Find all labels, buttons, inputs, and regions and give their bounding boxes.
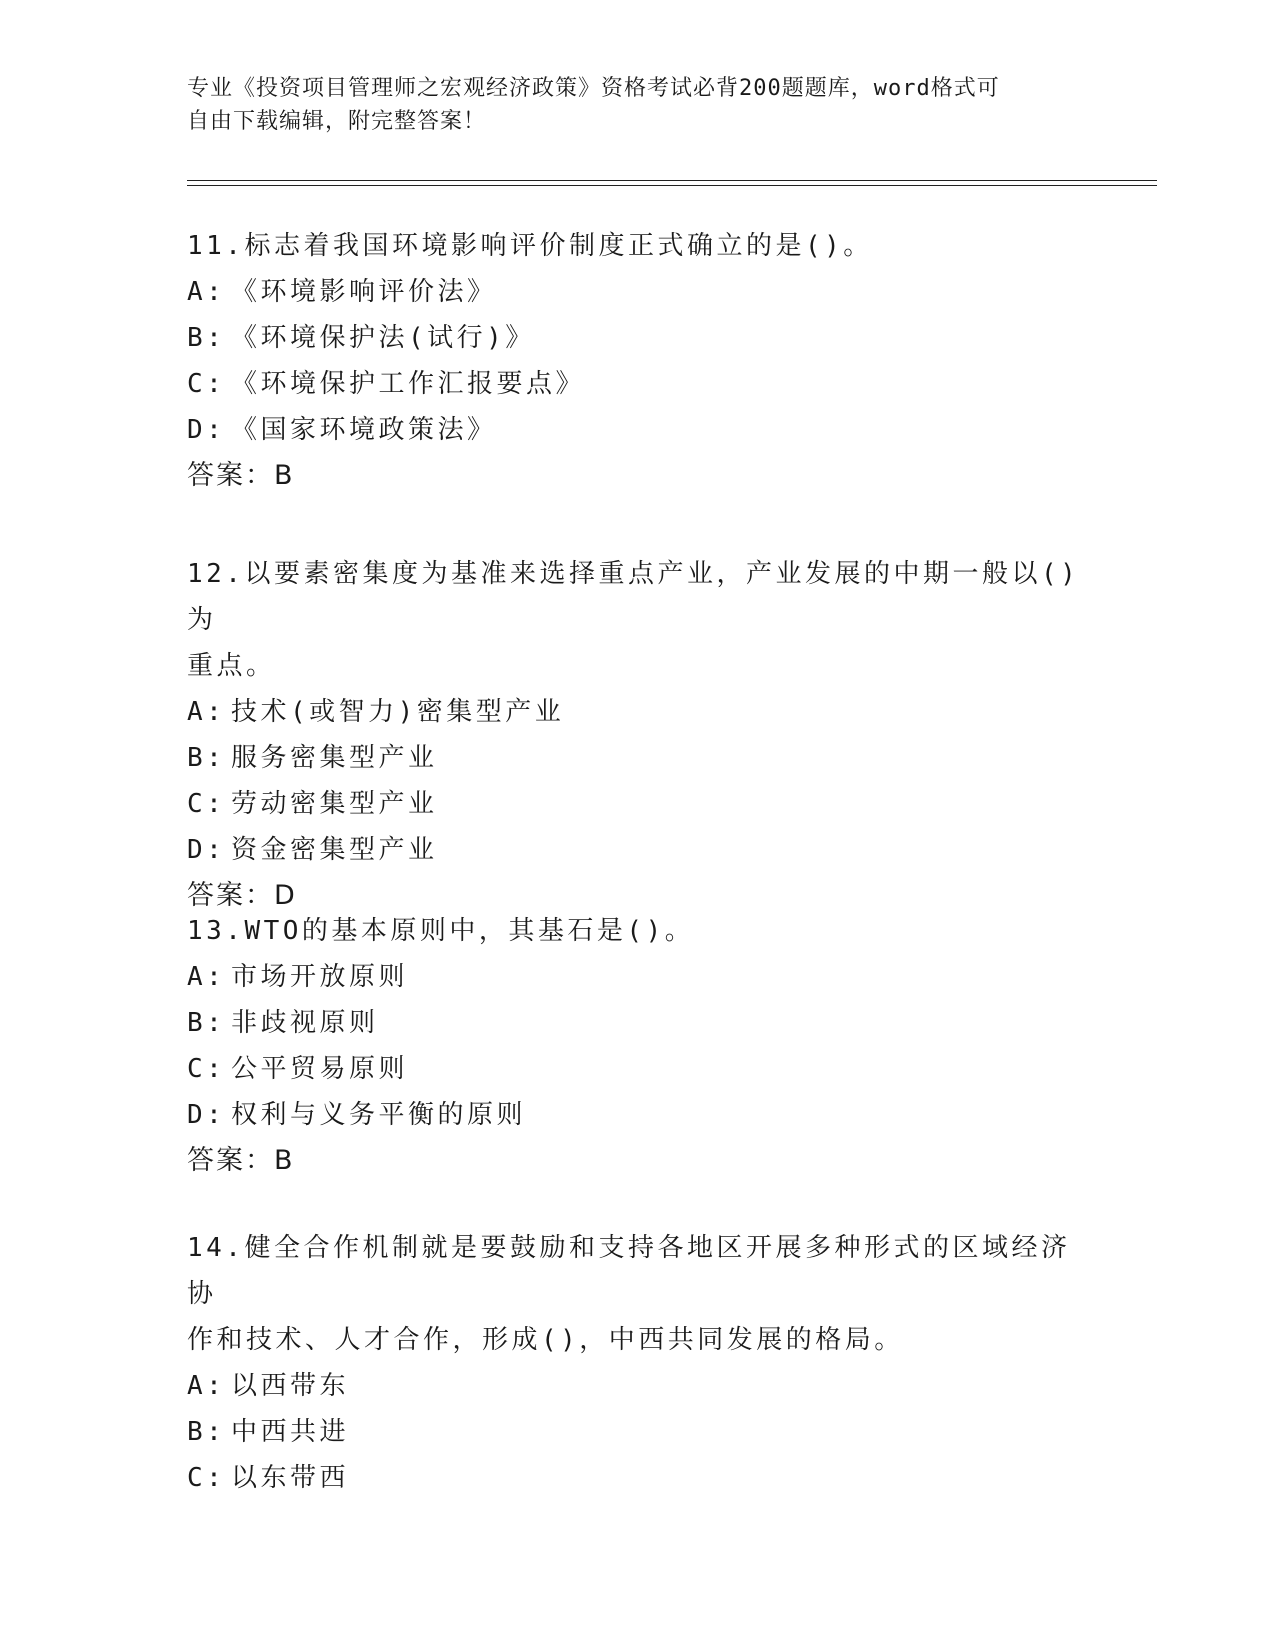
option-letter: A: (187, 962, 226, 992)
header-rule-bottom (187, 185, 1157, 186)
option-b (187, 1409, 1087, 1455)
question-stem: 11.标志着我国环境影响评价制度正式确立的是()。 (187, 231, 873, 261)
header-rule-top (187, 180, 1157, 181)
question-stem-line-2: 重点。 (187, 651, 276, 681)
option-a (187, 269, 1087, 315)
option-c (187, 781, 1087, 827)
answer: 答案：B (187, 1145, 295, 1176)
question-11 (187, 223, 1087, 499)
header-line-1: 专业《投资项目管理师之宏观经济政策》资格考试必背200题题库，word格式可 (187, 76, 1000, 101)
option-text: 中西共进 (231, 1417, 350, 1447)
option-letter: B: (187, 1417, 226, 1447)
option-d (187, 1092, 1087, 1138)
option-letter: B: (187, 743, 226, 773)
option-letter: D: (187, 1100, 226, 1130)
option-d (187, 827, 1087, 873)
answer: 答案：D (187, 880, 297, 911)
option-letter: D: (187, 415, 226, 445)
option-c (187, 1455, 1087, 1501)
option-letter: C: (187, 1463, 226, 1493)
option-letter: B: (187, 323, 226, 353)
option-c (187, 361, 1087, 407)
option-a (187, 954, 1087, 1000)
option-text: 权利与义务平衡的原则 (231, 1100, 527, 1130)
option-b (187, 1000, 1087, 1046)
option-d (187, 407, 1087, 453)
option-letter: C: (187, 789, 226, 819)
option-text: 公平贸易原则 (231, 1054, 409, 1084)
option-letter: C: (187, 1054, 226, 1084)
question-14 (187, 1225, 1087, 1501)
option-text: 技术(或智力)密集型产业 (231, 697, 565, 727)
option-text: 《环境保护法(试行)》 (231, 323, 535, 353)
option-letter: C: (187, 369, 226, 399)
option-a (187, 1363, 1087, 1409)
option-text: 《环境影响评价法》 (231, 277, 497, 307)
option-b (187, 315, 1087, 361)
option-letter: B: (187, 1008, 226, 1038)
option-letter: A: (187, 1371, 226, 1401)
header-line-2: 自由下载编辑，附完整答案！ (187, 109, 487, 134)
option-letter: A: (187, 277, 226, 307)
option-b (187, 735, 1087, 781)
option-c (187, 1046, 1087, 1092)
option-text: 资金密集型产业 (231, 835, 438, 865)
option-letter: A: (187, 697, 226, 727)
option-text: 市场开放原则 (231, 962, 409, 992)
question-12 (187, 551, 1087, 919)
option-a (187, 689, 1087, 735)
question-stem-line-2: 作和技术、人才合作，形成()，中西共同发展的格局。 (187, 1325, 904, 1355)
question-stem: 13.WTO的基本原则中，其基石是()。 (187, 916, 695, 946)
option-text: 非歧视原则 (231, 1008, 379, 1038)
option-text: 《国家环境政策法》 (231, 415, 497, 445)
option-text: 以西带东 (231, 1371, 350, 1401)
option-text: 劳动密集型产业 (231, 789, 438, 819)
option-text: 服务密集型产业 (231, 743, 438, 773)
question-stem-line-1: 14.健全合作机制就是要鼓励和支持各地区开展多种形式的区域经济协 (187, 1233, 1071, 1309)
option-text: 以东带西 (231, 1463, 350, 1493)
document-header (187, 72, 1067, 138)
option-letter: D: (187, 835, 226, 865)
question-13 (187, 908, 1087, 1184)
question-stem-line-1: 12.以要素密集度为基准来选择重点产业，产业发展的中期一般以()为 (187, 559, 1080, 635)
option-text: 《环境保护工作汇报要点》 (231, 369, 586, 399)
answer: 答案：B (187, 460, 295, 491)
